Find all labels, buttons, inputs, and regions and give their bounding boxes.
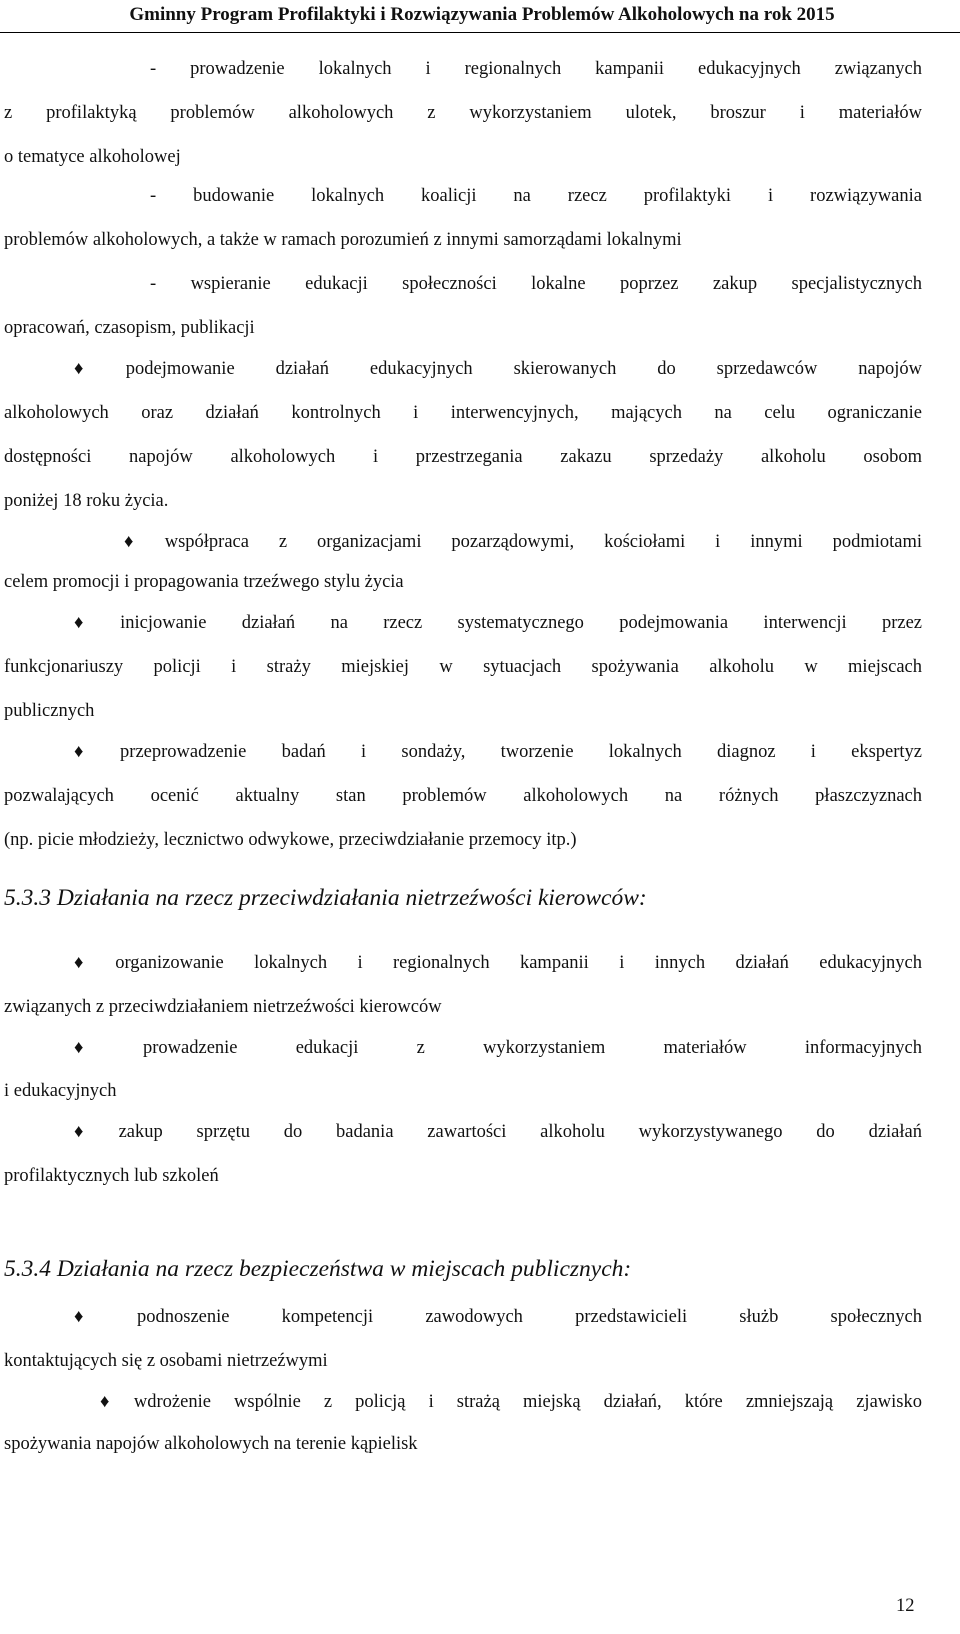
text-line: publicznych xyxy=(4,701,95,721)
text-line: - wspieranie edukacji społeczności lokalne poprzez zakup specjalistycznych xyxy=(150,274,922,294)
section-heading-5-3-4: 5.3.4 Działania na rzecz bezpieczeństwa w miejscach publicznych: xyxy=(4,1256,632,1282)
text-line: alkoholowych oraz działań kontrolnych i interwencyjnych, mających na celu ograniczanie xyxy=(4,403,922,423)
text-line: dostępności napojów alkoholowych i przestrzegania zakazu sprzedaży alkoholu osobom xyxy=(4,447,922,467)
bullet-line xyxy=(74,611,922,635)
page-header: Gminny Program Profilaktyki i Rozwiązywania Problemów Alkoholowych na rok 2015 xyxy=(129,4,835,25)
header-rule xyxy=(0,32,960,33)
bullet-line xyxy=(100,1390,922,1414)
text-line: poniżej 18 roku życia. xyxy=(4,491,169,511)
bullet-text: inicjowanie działań na rzecz systematycznego podejmowania interwencji przez xyxy=(120,613,922,633)
diamond-bullet-icon: ♦ xyxy=(74,1038,138,1058)
text-line: związanych z przeciwdziałaniem nietrzeźwości kierowców xyxy=(4,997,442,1017)
page-number: 12 xyxy=(896,1596,915,1616)
diamond-bullet-icon: ♦ xyxy=(74,1122,113,1142)
diamond-bullet-icon: ♦ xyxy=(74,613,115,633)
bullet-line xyxy=(74,1305,922,1329)
bullet-line xyxy=(74,740,922,764)
bullet-text: podejmowanie działań edukacyjnych skierowanych do sprzedawców napojów xyxy=(125,359,922,379)
bullet-text: prowadzenie edukacji z wykorzystaniem materiałów informacyjnych xyxy=(143,1038,922,1058)
bullet-text: podnoszenie kompetencji zawodowych przedstawicieli służb społecznych xyxy=(137,1307,922,1327)
diamond-bullet-icon: ♦ xyxy=(100,1392,128,1412)
bullet-text: organizowanie lokalnych i regionalnych kampanii i innych działań edukacyjnych xyxy=(115,953,922,973)
text-line: i edukacyjnych xyxy=(4,1081,117,1101)
text-line: pozwalających ocenić aktualny stan problemów alkoholowych na różnych płaszczyznach xyxy=(4,786,922,806)
bullet-text: zakup sprzętu do badania zawartości alkoholu wykorzystywanego do działań xyxy=(118,1122,922,1142)
text-line: - prowadzenie lokalnych i regionalnych kampanii edukacyjnych związanych xyxy=(150,59,922,79)
text-line: o tematyce alkoholowej xyxy=(4,147,181,167)
diamond-bullet-icon: ♦ xyxy=(74,359,120,379)
bullet-line xyxy=(74,951,922,975)
bullet-line xyxy=(124,530,922,554)
text-line: - budowanie lokalnych koalicji na rzecz profilaktyki i rozwiązywania xyxy=(150,186,922,206)
bullet-line xyxy=(74,357,922,381)
bullet-text: wdrożenie wspólnie z policją i strażą miejską działań, które zmniejszają zjawisko xyxy=(133,1392,922,1412)
section-heading-5-3-3: 5.3.3 Działania na rzecz przeciwdziałania nietrzeźwości kierowców: xyxy=(4,885,647,911)
text-line: opracowań, czasopism, publikacji xyxy=(4,318,255,338)
text-line: celem promocji i propagowania trzeźwego stylu życia xyxy=(4,572,404,592)
text-line: problemów alkoholowych, a także w ramach porozumień z innymi samorządami lokalnymi xyxy=(4,230,682,250)
bullet-text: współpraca z organizacjami pozarządowymi, kościołami i innymi podmiotami xyxy=(164,532,922,552)
text-line: z profilaktyką problemów alkoholowych z wykorzystaniem ulotek, broszur i materiałów xyxy=(4,103,922,123)
bullet-line xyxy=(74,1036,922,1060)
diamond-bullet-icon: ♦ xyxy=(124,532,159,552)
text-line: (np. picie młodzieży, lecznictwo odwykowe, przeciwdziałanie przemocy itp.) xyxy=(4,830,577,850)
text-line: funkcjonariuszy policji i straży miejskiej w sytuacjach spożywania alkoholu w miejscach xyxy=(4,657,922,677)
text-line: profilaktycznych lub szkoleń xyxy=(4,1166,219,1186)
bullet-text: przeprowadzenie badań i sondaży, tworzenie lokalnych diagnoz i ekspertyz xyxy=(120,742,922,762)
diamond-bullet-icon: ♦ xyxy=(74,953,110,973)
diamond-bullet-icon: ♦ xyxy=(74,742,115,762)
bullet-line xyxy=(74,1120,922,1144)
text-line: kontaktujących się z osobami nietrzeźwymi xyxy=(4,1351,328,1371)
text-line: spożywania napojów alkoholowych na terenie kąpielisk xyxy=(4,1434,418,1454)
diamond-bullet-icon: ♦ xyxy=(74,1307,132,1327)
